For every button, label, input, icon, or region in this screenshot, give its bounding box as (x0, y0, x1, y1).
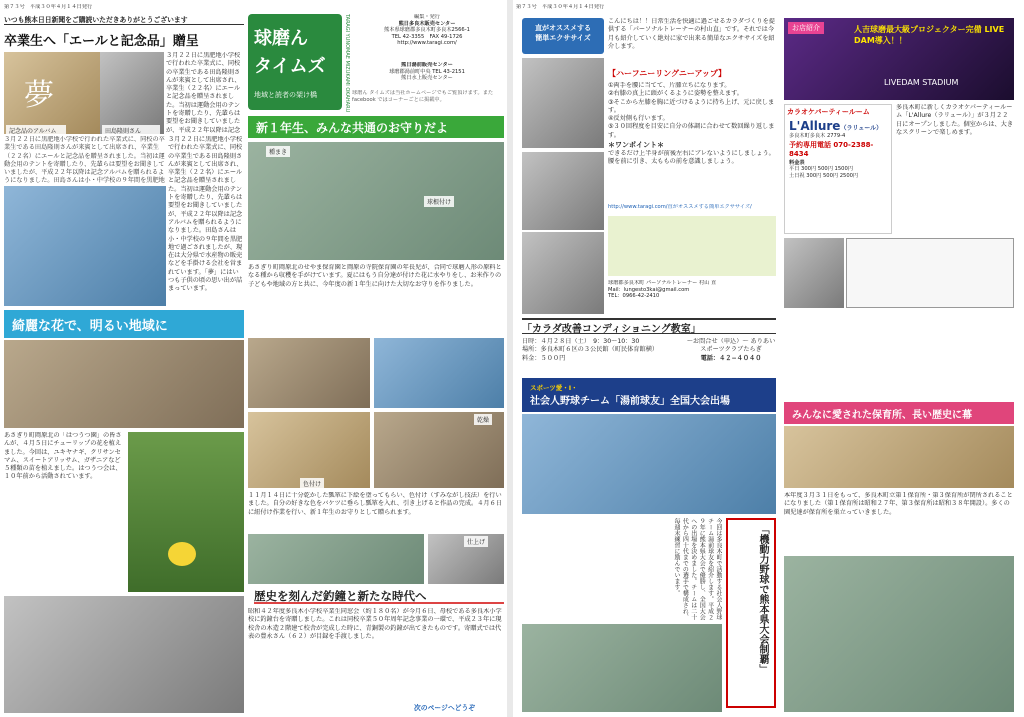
bell-ceremony-photo (4, 596, 244, 713)
exercise-subtitle: 【ハーフニーリングニーアップ】 (608, 69, 726, 78)
celebration-photo (522, 624, 722, 712)
trainer-profile (608, 216, 776, 276)
label-iroduke: 色付け (300, 478, 324, 489)
article1-body: ３月２２日に黒肥地小学校で行われた卒業式に、同校の卒業生である田島隆則さんが来賓として出席され、卒業生（２２名）にエールと記念品を贈呈されました。当初は運動会用のテントを寄贈したり、先輩らは要望をお聞きしていましたが、平成２２年以降は記念アルバムを贈られるようになりました。田島さんは小・中学校の９年間を黒肥地 (4, 136, 165, 184)
price-title: 料金表 (789, 159, 805, 166)
exercise-intro: こんにちは！！日常生活を快適に過ごせるカラダづくりを提供する「パーソナルトレーナーの村山直」です。それでは今月も紹介していく絶対に家で出来る簡単なエクササイズを紹介します。 (608, 18, 775, 50)
label-kyukon: 球根付け (424, 196, 454, 207)
article1-title: 卒業生へ「エールと記念品」贈呈 (4, 34, 199, 48)
shop-tel: 予約専用電話 070-2388-8434 (789, 140, 874, 158)
tajima-photo (100, 52, 164, 134)
label-tanemaki: 種まき (266, 146, 290, 157)
article2-body: あさぎり町岡原北のせやま保育園と岡原の寺院保育園の年長児が、合同で球磨人形の原料となる種から収穫を手がけています。夏にはもう自分達が付けた花に水やりをし、お米作りの子どもや地域の方と共に、今年度の新１年生に向けた大切なお守りを作りました。 (248, 264, 502, 288)
masthead-title-2: タイムズ (254, 56, 326, 77)
masthead-logo (248, 14, 342, 110)
shop-name: カラオケパーティールーム (787, 108, 870, 116)
nursery-photo-1 (784, 426, 1014, 488)
masthead-side-text: TARAGI YUNOMAE MIZUKAMI OKAHARU (344, 14, 350, 113)
article3-title: 綺麗な花で、明るい地域に (4, 310, 244, 338)
price-row-1: 平日 300円 500円 1500円 (789, 166, 853, 173)
article4-title: 歴史を刻んだ釣鐘と新たな時代へ (254, 588, 504, 604)
classroom-photo (4, 186, 166, 306)
trainer-photo (522, 58, 604, 148)
tulip-flower (168, 542, 196, 566)
planting-photo (248, 142, 504, 260)
tulip-photo (128, 432, 244, 592)
class-contact: 〜お問合せ（申込）〜 ありあいスポーツクラブたらぎ 電話：４２−４０４０ (686, 338, 776, 362)
article7-body: 今回は多良木町で活動する社会人野球チーム湯前球友を紹介します。平成２９年に熊本県大会で優勝し、全国大会への出場を決めました。チームは二十代から四十代までの選手で構成され、毎週末練習に励んでいます。 (672, 518, 722, 620)
gourd-photo-2 (374, 338, 504, 408)
thanks-banner: いつも熊本日日新聞をご購読いただきありがとうございます (4, 14, 244, 25)
children-photo (248, 534, 424, 584)
price-row-2: 土日祝 300円 500円 2500円 (789, 172, 859, 179)
exercise-step1-photo (522, 152, 604, 230)
team-photo (522, 414, 776, 514)
shop-brand: L'Allure（ラリュール） (789, 119, 883, 133)
right-page (516, 4, 1020, 713)
masthead-title-1: 球磨ん (254, 28, 308, 49)
album-caption: 記念品のアルバム (6, 125, 66, 136)
nursery-photo-2 (784, 556, 1014, 712)
article2b-body: １１月１４日に十分乾かした瓢箪に下絵を塗ってもらい、色付け（すみながし技法）を行いました。自分の好きな色をバケツに垂らし瓢箪を入れ、引き上げると作品の完成。４月６日に紐付け作業を行い、新１年生のお守りとして贈られます。 (248, 492, 502, 516)
point-title: ＊ワンポイント＊ (608, 141, 664, 149)
shop-photo (784, 18, 1014, 100)
masthead-subtitle: 地域と読者の架け橋 (254, 91, 317, 99)
exercise-steps: ①両手を腰に当てて、片膝立ちになります。 ②右膝の真上に頭がくるように姿勢を整えます。 ③そこから左膝を胸に近づけるように持ち上げ、元に戻します。 ④反対側も行います。 ⑤３０回程度を目安に自分の体調に合わせて数回繰り返します。 (608, 82, 775, 138)
label-kansou: 乾燥 (474, 414, 492, 425)
publisher-block: 編集・発行 熊日多良木販売センター 熊本県球磨郡多良木町多良木2566-1 TEL 42-3355 FAX 49-1726 http://www.taragi.com/ (384, 14, 470, 47)
article3-body: あさぎり町岡原北の「はつうつ園」の皆さんが、４月５日にチューリップの花を植えました。今回は、ユキヤナギ、クリサンセマム、スイートアリッサム、ガザニアなど５種類の苗を植えました。はつうつ会は、１０年前から活動されています。 (4, 432, 122, 481)
shop-address: 多良木町多良木 2779-4 (789, 133, 846, 139)
label-shiage: 仕上げ (464, 536, 488, 547)
yume-calligraphy: 夢 (24, 78, 54, 113)
trainer-contact: 球磨郡多良木町 パーソナルトレーナー 村山 直 Mail：lungesto3kai@gmail.com TEL：0966-42-2410 (608, 280, 717, 300)
shop-screen: LIVEDAM STADIUM (884, 78, 959, 87)
exercise-step2-photo (522, 232, 604, 314)
article1-body-side: ３月２２日に黒肥地小学校で行われた卒業式に、同校の卒業生である田島隆則さんが来賓として出席され、卒業生（２２名）にエールと記念品を贈呈されました。当初は運動会用のテントを寄贈したり、先輩らは要望をお聞きしていましたが、平成２２年以降は記念アルバムを贈られるようになりました。田島さんは小・中学校の９年間を黒肥地で過ごされましたが、現在は大分県で水産物の販売などを手掛ける会社を営まれています。「夢」にはいつも子供の頃の思い出が詰まっています。 (168, 136, 243, 293)
shop-exterior-photo (784, 238, 844, 308)
article8-title: みんなに愛された保育所、長い歴史に幕 (784, 402, 1014, 424)
gourd-photo-1 (248, 338, 370, 408)
issue-line: 第７３号 平成３０年４月１４日発行 (4, 4, 93, 10)
shop-headline: 人吉球磨最大級プロジェクター完備 LIVE DAM導入！！ (854, 25, 1005, 45)
shop-map (846, 238, 1014, 308)
article7-title: スポーツ愛・Ⅰ・ 社会人野球チーム「湯前球友」全国大会出場 (522, 378, 776, 412)
shop-ad (784, 104, 892, 234)
album-photo (4, 52, 100, 134)
point-body: できるだけ上半身が前後左右にブレないようにしましょう。腰を前に引き、太ももの前を意識しましょう。 (608, 150, 775, 166)
article4-body: 昭和４２年度多良木小学校卒業生同窓会（約１８０名）が今月６日、母校である多良木小学校に釣鐘台を寄贈しました。これは同校卒業５０年周年記念事業の一環で、平成２３年に現校舎の木造２階建て校舎が完成した時に、青銅製の釣鐘が出てきたものです。寄贈式では代表の豊永さん（６２）が目録を手渡しました。 (248, 608, 502, 640)
exercise-header: 直がオススメする 簡単エクササイズ (522, 18, 604, 54)
shop-label: お店紹介 (788, 22, 824, 34)
class-details: 日時：４月２８日（土） 9：30〜10：30 場所：多良木町６区の３公民館（町民体育館横） 料金：５００円 (522, 338, 659, 362)
left-page (4, 4, 504, 713)
masthead-note: 球磨ん タイムズは当社ホームページでもご覧頂けます。また facebook ではコーナーごとに掲載中。 (352, 90, 494, 103)
page-fold (507, 0, 513, 717)
group-photo (4, 340, 244, 428)
publisher-block-2: 熊日湯前販売センター 球磨郡湯前町中央 TEL 43-2151 熊日水上販売センター (389, 62, 465, 82)
article1-body-top: ３月２２日に黒肥地小学校で行われた卒業式に、同校の卒業生である田島隆則さんが来賓として出席され、卒業生（２２名）にエールと記念品を贈呈されました。当初は運動会用のテントを寄贈したり、先輩らは要望をお聞きしていましたが、平成２２年以降は記念 (166, 52, 241, 134)
tajima-caption: 田島隆則さん (102, 125, 160, 136)
article2-title: 新１年生、みんな共通のお守りだよ (248, 116, 504, 138)
shop-body: 多良木町に新しくカラオケパーティールーム「L'Allure（ラリュール）」が３月２２日にオープンしました。個室からは、大きなスクリーンで楽しめます。 (896, 104, 1014, 136)
article6-title: 「カラダ改善コンディショニング教室」 (522, 318, 776, 334)
exercise-url[interactable]: http://www.taragi.com/直がオススメする簡単エクササイズ/ (608, 204, 752, 210)
next-page-link[interactable]: 次のページへどうぞ (414, 704, 476, 712)
article7-headline: 「機動力野球で熊本県大会制覇」 (726, 518, 776, 708)
painting-photo (248, 412, 370, 488)
issue-line-right: 第７３号 平成３０年４月１４日発行 (516, 4, 605, 10)
article8-body: 本年度３月３１日をもって、多良木町立第１保育所・第３保育所が閉所されることになりました（第１保育所は昭和２７年、第３保育所は昭和３８年開設）。多くの園児達が保育所を巣立っていきました。 (784, 492, 1013, 516)
